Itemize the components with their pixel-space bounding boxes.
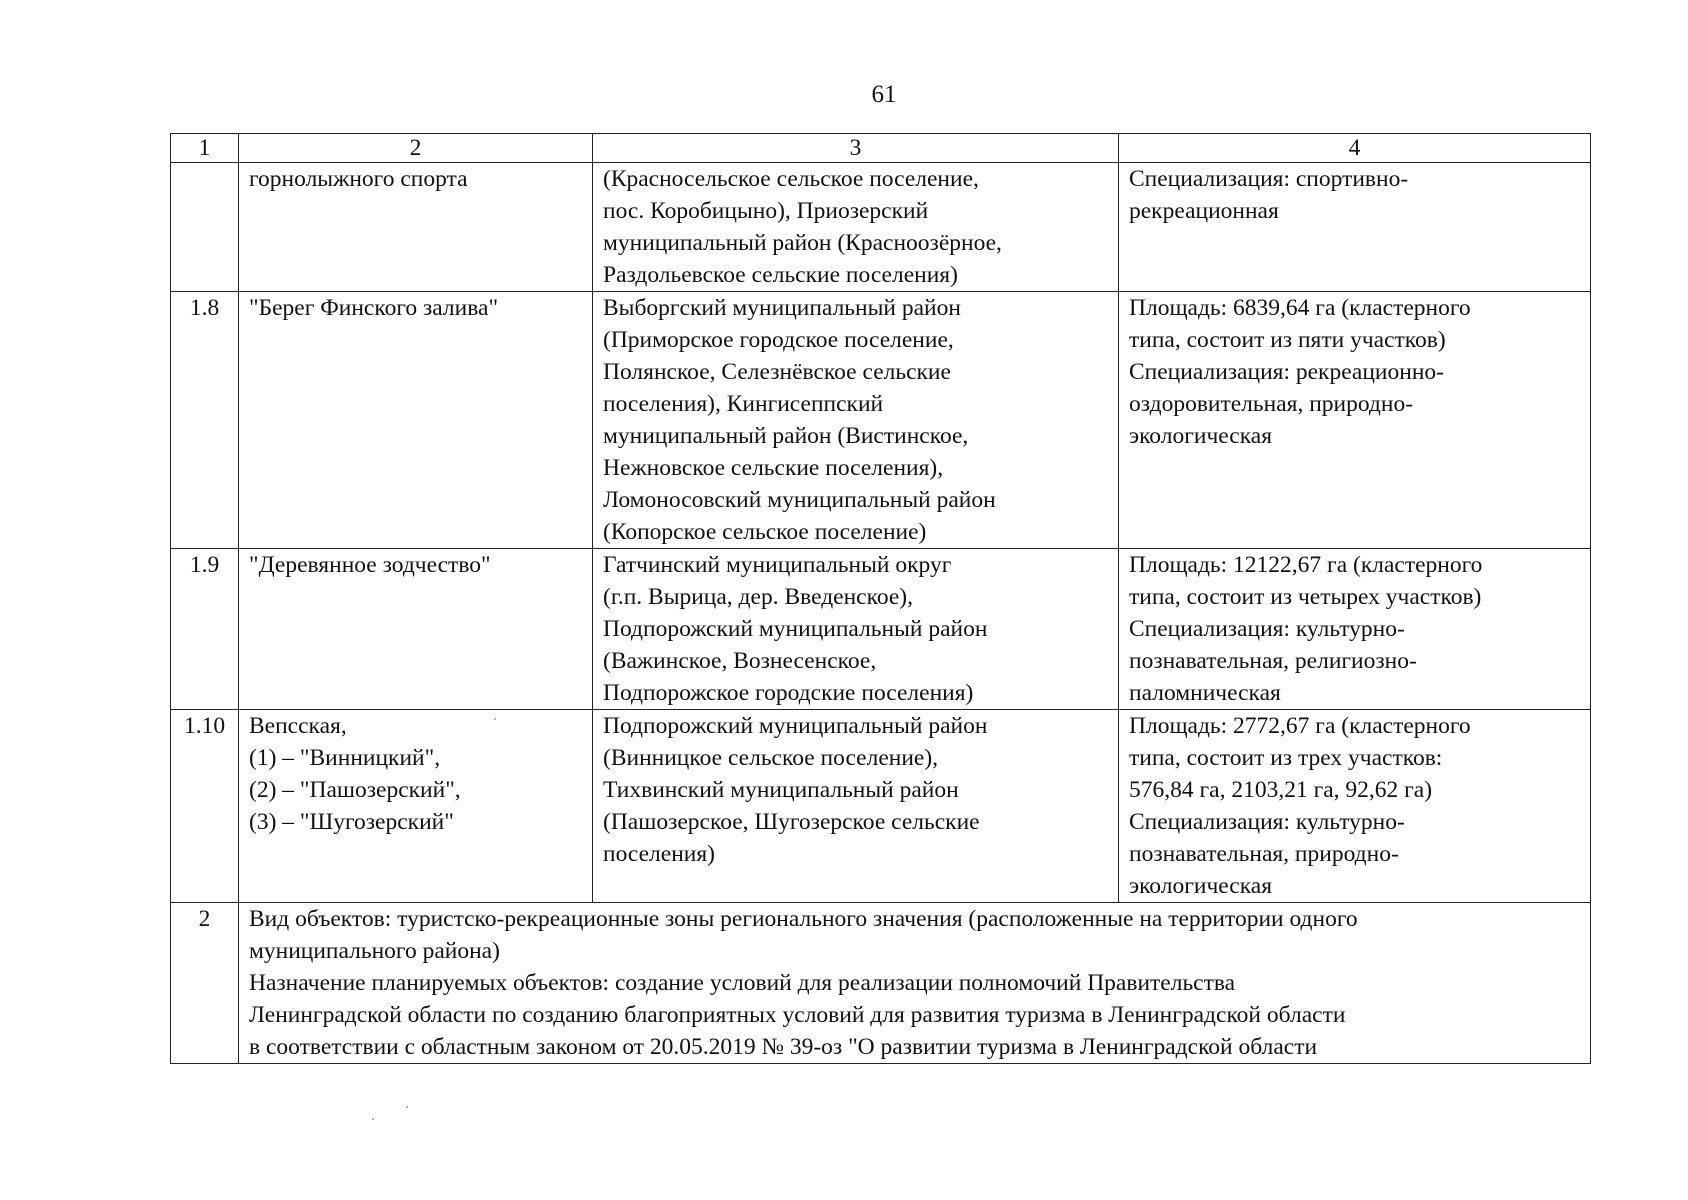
section-line: муниципального района)	[249, 938, 500, 964]
characteristics-line: экологическая	[1129, 423, 1273, 449]
row-number-cell	[171, 292, 239, 549]
characteristics-line: экологическая	[1129, 873, 1273, 899]
location-line: Тихвинский муниципальный район	[603, 777, 959, 803]
characteristics-line: Специализация: культурно-	[1129, 809, 1405, 835]
section-number-cell	[171, 903, 239, 1064]
characteristics-line: Площадь: 6839,64 га (кластерного	[1129, 295, 1471, 321]
location-cell	[593, 549, 1119, 710]
characteristics-line: оздоровительная, природно-	[1129, 391, 1414, 417]
characteristics-line: Специализация: культурно-	[1129, 616, 1405, 642]
table-row	[171, 163, 1591, 292]
row-number-cell	[171, 710, 239, 903]
characteristics-line: познавательная, религиозно-	[1129, 648, 1417, 674]
header-cell-2: 2	[239, 134, 593, 163]
object-name-line: Вепсская,	[249, 713, 347, 739]
characteristics-line: типа, состоит из пяти участков)	[1129, 327, 1446, 353]
row-number: 1.8	[189, 295, 220, 321]
table-row	[171, 710, 1591, 903]
characteristics-cell	[1119, 710, 1591, 903]
section-line: в соответствии с областным законом от 20.05.2019 № 39-оз "О развитии туризма в Ленинградской области	[249, 1034, 1318, 1060]
object-name-cell	[239, 549, 593, 710]
header-cell-3: 3	[593, 134, 1119, 163]
characteristics-cell	[1119, 549, 1591, 710]
location-line: поселения), Кингисеппский	[603, 391, 884, 417]
characteristics-line: 576,84 га, 2103,21 га, 92,62 га)	[1129, 777, 1433, 803]
location-line: (г.п. Вырица, дер. Введенское),	[603, 584, 913, 610]
section-line: Вид объектов: туристско-рекреационные зоны регионального значения (расположенные на территории одного	[249, 906, 1358, 932]
location-line: Подпорожский муниципальный район	[603, 616, 988, 642]
object-name-line: "Деревянное зодчество"	[249, 552, 491, 578]
row-number: 1.9	[189, 552, 220, 578]
characteristics-line: Площадь: 12122,67 га (кластерного	[1129, 552, 1483, 578]
location-line: Ломоносовский муниципальный район	[603, 487, 996, 513]
object-name-line: (3) – "Шугозерский"	[249, 809, 454, 835]
characteristics-line: познавательная, природно-	[1129, 841, 1399, 867]
row-number-cell	[171, 163, 239, 292]
location-line: (Приморское городское поселение,	[603, 327, 954, 353]
object-name-line: (2) – "Пашозерский",	[249, 777, 461, 803]
scan-speck	[494, 718, 496, 720]
characteristics-line: рекреационная	[1129, 198, 1279, 224]
characteristics-cell	[1119, 292, 1591, 549]
header-cell-4: 4	[1119, 134, 1591, 163]
object-name-cell	[239, 292, 593, 549]
scan-speck	[406, 1106, 408, 1108]
characteristics-line: паломническая	[1129, 680, 1281, 706]
location-line: Подпорожский муниципальный район	[603, 713, 988, 739]
location-line: Подпорожское городские поселения)	[603, 680, 974, 706]
section-line: Ленинградской области по созданию благоприятных условий для развития туризма в Ленинградской области	[249, 1002, 1346, 1028]
location-line: муниципальный район (Вистинское,	[603, 423, 969, 449]
location-line: (Важинское, Вознесенское,	[603, 648, 877, 674]
characteristics-line: Специализация: спортивно-	[1129, 166, 1409, 192]
characteristics-line: типа, состоит из трех участков:	[1129, 745, 1443, 771]
scan-speck	[372, 1118, 374, 1120]
location-line: (Копорское сельское поселение)	[603, 519, 927, 545]
location-line: Нежновское сельские поселения),	[603, 455, 944, 481]
location-line: Выборгский муниципальный район	[603, 295, 961, 321]
table-row	[171, 292, 1591, 549]
header-cell-1: 1	[171, 134, 239, 163]
table-row	[171, 549, 1591, 710]
location-cell	[593, 163, 1119, 292]
page-number: 61	[871, 81, 897, 108]
characteristics-line: Специализация: рекреационно-	[1129, 359, 1444, 385]
location-cell	[593, 292, 1119, 549]
row-number-cell	[171, 549, 239, 710]
object-name-line: (1) – "Винницкий",	[249, 745, 441, 771]
section-number: 2	[198, 906, 211, 932]
location-line: Полянское, Селезнёвское сельские	[603, 359, 951, 385]
section-description-cell	[239, 903, 1591, 1064]
characteristics-line: типа, состоит из четырех участков)	[1129, 584, 1482, 610]
location-line: (Красносельское сельское поселение,	[603, 166, 979, 192]
location-line: муниципальный район (Красноозёрное,	[603, 230, 1002, 256]
location-line: пос. Коробицыно), Приозерский	[603, 198, 929, 224]
section-row	[171, 903, 1591, 1064]
object-name-cell	[239, 163, 593, 292]
row-number: 1.10	[183, 713, 226, 739]
location-line: Гатчинский муниципальный округ	[603, 552, 952, 578]
document-table	[170, 133, 1591, 1064]
table-header-row	[171, 134, 1591, 163]
section-line: Назначение планируемых объектов: создание условий для реализации полномочий Правительства	[249, 970, 1236, 996]
characteristics-cell	[1119, 163, 1591, 292]
location-line: поселения)	[603, 841, 716, 867]
object-name-line: горнолыжного спорта	[249, 166, 468, 192]
object-name-line: "Берег Финского залива"	[249, 295, 499, 321]
location-line: Раздольевское сельские поселения)	[603, 262, 958, 288]
location-line: (Винницкое сельское поселение),	[603, 745, 939, 771]
location-line: (Пашозерское, Шугозерское сельские	[603, 809, 980, 835]
object-name-cell	[239, 710, 593, 903]
characteristics-line: Площадь: 2772,67 га (кластерного	[1129, 713, 1471, 739]
location-cell	[593, 710, 1119, 903]
